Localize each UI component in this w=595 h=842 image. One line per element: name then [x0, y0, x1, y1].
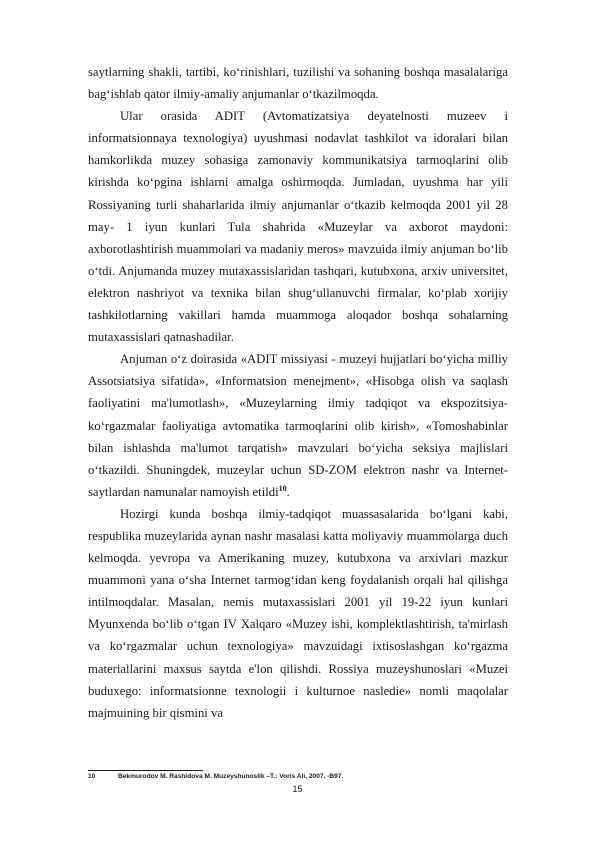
paragraph-3-period: . [286, 484, 290, 499]
body-text [88, 61, 508, 724]
paragraph-4: Hozirgi kunda boshqa ilmiy-tadqiqot muassasalarida bo‘lgani kabi, respublika muzeylarida aynan nashr masalasi katta moliyaviy muammolarga duch kelmoqda. yevropa va Amerikaning muzey, kutubxona va arxivlari mazkur muammoni yana o‘sha Internet tarmog‘idan keng foydalanish orqali hal qilishga intilmoqdalar. Masalan, nemis mutaxassislari 2001 yil 19-22 iyun kunlari Myunxenda bo‘lib o‘tgan IV Xalqaro «Muzey ishi, komplektlashtirish, ta'mirlash va ko‘rgazmalar uchun texnologiya» mavzuidagi ixtisoslashgan ko‘rgazma materiallarini maxsus saytda e'lon qilishdi. Rossiya muzeyshunoslari «Muzei buduxego: informatsionne texnologii i kulturnoe nasledie» nomli maqolalar majmuining bir qismini va [88, 506, 508, 720]
footnote-number: 10 [88, 773, 96, 780]
paragraph-2: Ular orasida ADIT (Avtomatizatsiya deyatelnosti muzeev i informatsionnaya texnologiya) uyushmasi nodavlat tashkilot va idoralari bilan hamkorlikda muzey sohasiga zamonaviy kommunikatsiya tarmoqlarini olib kirishda ko‘pgina ishlarni amalga oshirmoqda. Jumladan, uyushma har yili Rossiyaning turli shaharlarida ilmiy anjumanlar o‘tkazib kelmoqda 2001 yil 28 may- 1 iyun kunlari Tula shahrida «Muzeylar va axborot maydoni: axborotlashtirish muammolari va madaniy meros» mavzuida ilmiy anjuman bo‘lib o‘tdi. Anjumanda muzey mutaxassislaridan tashqari, kutubxona, arxiv universitet, elektron nashriyot va texnika bilan shug‘ullanuvchi firmalar, ko‘plab xorijiy tashkilotlarning vakillari hamda muammoga aloqador boshqa sohalarning mutaxassislari qatnashadilar. [88, 109, 508, 345]
footnote-text: Bekmurodov M. Rashidova M. Muzeyshunoslik –T.: Voris Ali, 2007. -B97. [118, 773, 344, 780]
footnote-reference[interactable]: 10 [278, 483, 287, 493]
footnote [88, 772, 508, 782]
page-number: 15 [292, 784, 303, 794]
paragraph-1: saytlarning shakli, tartibi, ko‘rinishlari, tuzilishi va sohaning boshqa masalalariga bag‘ishlab qator ilmiy-amaliy anjumanlar o‘tkazilmoqda. [88, 65, 508, 102]
footnote-divider [88, 770, 203, 771]
paragraph-3-text: Anjuman o‘z doirasida «ADIT missiyasi - muzeyi hujjatlari bo‘yicha milliy Assotsiatsiya sifatida», «Informatsion menejment», «Hisobga olish va saqlash faoliyatini ma'lumotlash», «Muzeylarning ilmiy tadqiqot va ekspozitsiya-ko‘rgazmalar faoliyatiga avtomatika tarmoqlarini olib kirish», «Tomoshabinlar bilan ishlashda ma'lumot tarqatish» mavzulari bo‘yicha seksiya majlislari o‘tkazildi. Shuningdek, muzeylar uchun SD-ZOM elektron nashr va Internet-saytlardan namunalar namoyish etildi [88, 352, 508, 499]
paragraph-3 [88, 348, 508, 503]
